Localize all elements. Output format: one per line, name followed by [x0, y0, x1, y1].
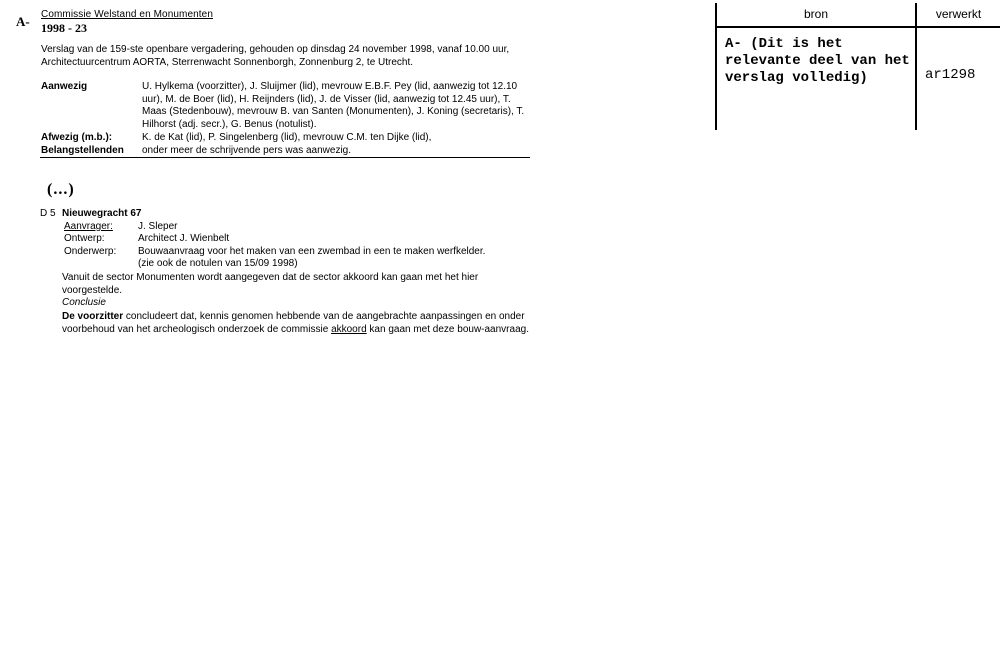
conclusion-post: kan gaan met deze bouw-aanvraag. — [366, 323, 529, 335]
conclusion-label: Conclusie — [62, 297, 106, 308]
table-left-border — [715, 3, 717, 130]
absent-label: Afwezig (m.b.): — [41, 132, 113, 143]
subject-label: Onderwerp: — [64, 246, 117, 257]
absent-list: K. de Kat (lid), P. Singelenberg (lid), mevrouw C.M. ten Dijke (lid), — [142, 132, 432, 143]
commission-name: Commissie Welstand en Monumenten — [41, 9, 213, 20]
present-list: U. Hylkema (voorzitter), J. Sluijmer (lid), mevrouw E.B.F. Pey (lid, aanwezig tot 12.10 uur), M. de Boer (lid), H. Reijnders (lid), J. de Visser (lid, aanwezig tot 12.45 uur), T. Maas (Stedenbouw), mevrouw B. van Santen (Monumenten), J. Koning (secretaris), T. Hilhorst (adj. secr.), G. Benus (notulist). — [142, 81, 525, 130]
source-marker: A- — [16, 14, 30, 29]
conclusion-emphasis: akkoord — [331, 323, 367, 335]
column-header-source: bron — [803, 7, 829, 21]
column-header-processed: verwerkt — [935, 7, 982, 21]
report-intro: Verslag van de 159-ste openbare vergadering, gehouden op dinsdag 24 november 1998, vanaf 10.00 uur, Architectuurcentrum AORTA, Sterrenwacht Sonnenborgh, Zonnenburg 2, te Utrecht. — [41, 44, 510, 68]
applicant-label: Aanvrager: — [64, 221, 113, 232]
table-column-divider — [915, 3, 917, 130]
subject-value — [138, 246, 538, 270]
interested-label: Belangstellenden — [41, 145, 124, 156]
conclusion-pre: concludeert dat, kennis genomen hebbende van de aangebrachte aanpassingen en onder voorbehoud van het archeologisch onderzoek de commissie — [62, 311, 525, 335]
archive-code: ar1298 — [925, 67, 976, 83]
conclusion-text — [62, 311, 532, 336]
applicant-value: J. Sleper — [138, 221, 178, 232]
conclusion-lead: De voorzitter — [62, 311, 124, 322]
report-number: 1998 - 23 — [41, 21, 87, 35]
table-header-rule — [715, 26, 1000, 28]
design-label: Ontwerp: — [64, 233, 105, 244]
item-code: D 5 — [40, 208, 56, 219]
design-value: Architect J. Wienbelt — [138, 233, 230, 244]
header-divider — [40, 157, 530, 158]
subject-line-1: Bouwaanvraag voor het maken van een zwembad in een te maken werfkelder. — [138, 246, 486, 257]
item-address: Nieuwegracht 67 — [62, 208, 142, 219]
omission-mark: (...) — [47, 181, 75, 198]
subject-line-2: (zie ook de notulen van 15/09 1998) — [138, 258, 298, 269]
interested-text: onder meer de schrijvende pers was aanwezig. — [142, 145, 351, 156]
source-note: A- (Dit is het relevante deel van het verslag volledig) — [725, 36, 910, 86]
present-label: Aanwezig — [41, 81, 88, 92]
sector-statement: Vanuit de sector Monumenten wordt aangegeven dat de sector akkoord kan gaan met het hier voorgestelde. — [62, 272, 479, 296]
